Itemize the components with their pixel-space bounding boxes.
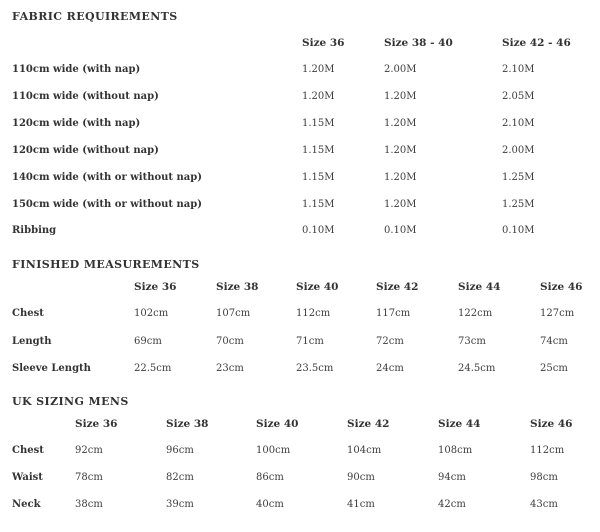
table-cell: 82cm [166,472,194,483]
table-cell: 39cm [166,499,194,510]
row-label: Chest [12,308,44,319]
column-header: Size 42 [376,281,419,293]
table-cell: 112cm [530,445,565,456]
row-label: 110cm wide (with nap) [12,64,141,75]
column-header: Size 46 [540,281,583,293]
table-cell: 38cm [75,499,103,510]
table-cell: 1.20M [384,118,417,129]
uk-sizing-title: UK SIZING MENS [12,395,129,408]
table-cell: 1.20M [384,91,417,102]
column-header: Size 44 [438,418,481,430]
row-label: Waist [12,472,43,483]
column-header: Size 38 [216,281,259,293]
column-header: Size 38 - 40 [384,37,453,49]
table-cell: 24.5cm [458,363,496,374]
table-cell: 1.15M [302,199,335,210]
column-header: Size 42 - 46 [502,37,571,49]
table-cell: 0.10M [502,225,535,236]
table-cell: 24cm [376,363,404,374]
table-cell: 2.10M [502,118,535,129]
row-label: 120cm wide (with nap) [12,118,141,129]
row-label: Neck [12,499,41,510]
row-label: 120cm wide (without nap) [12,145,159,156]
row-label: 110cm wide (without nap) [12,91,159,102]
table-cell: 100cm [256,445,291,456]
column-header: Size 36 [75,418,118,430]
table-cell: 1.20M [384,145,417,156]
table-cell: 1.25M [502,199,535,210]
table-cell: 1.20M [384,172,417,183]
row-label: Ribbing [12,225,57,236]
column-header: Size 42 [347,418,390,430]
table-cell: 25cm [540,363,568,374]
table-cell: 74cm [540,336,568,347]
table-cell: 78cm [75,472,103,483]
table-cell: 107cm [216,308,251,319]
table-cell: 86cm [256,472,284,483]
table-cell: 22.5cm [134,363,172,374]
table-cell: 1.20M [302,91,335,102]
table-cell: 23.5cm [296,363,334,374]
column-header: Size 46 [530,418,573,430]
table-cell: 1.15M [302,118,335,129]
table-cell: 0.10M [302,225,335,236]
table-cell: 92cm [75,445,103,456]
table-cell: 127cm [540,308,575,319]
table-cell: 102cm [134,308,169,319]
table-cell: 43cm [530,499,558,510]
table-cell: 94cm [438,472,466,483]
table-cell: 0.10M [384,225,417,236]
table-cell: 2.10M [502,64,535,75]
finished-measurements-title: FINISHED MEASUREMENTS [12,258,200,271]
table-cell: 41cm [347,499,375,510]
table-cell: 1.20M [302,64,335,75]
table-cell: 2.00M [384,64,417,75]
table-cell: 1.15M [302,172,335,183]
table-cell: 2.00M [502,145,535,156]
table-cell: 122cm [458,308,493,319]
table-cell: 112cm [296,308,331,319]
table-cell: 1.20M [384,199,417,210]
table-cell: 70cm [216,336,244,347]
table-cell: 1.25M [502,172,535,183]
table-cell: 104cm [347,445,382,456]
column-header: Size 44 [458,281,501,293]
table-cell: 73cm [458,336,486,347]
column-header: Size 36 [134,281,177,293]
table-cell: 40cm [256,499,284,510]
column-header: Size 40 [256,418,299,430]
column-header: Size 36 [302,37,345,49]
table-cell: 96cm [166,445,194,456]
table-cell: 90cm [347,472,375,483]
fabric-requirements-title: FABRIC REQUIREMENTS [12,10,178,23]
table-cell: 72cm [376,336,404,347]
column-header: Size 40 [296,281,339,293]
table-cell: 108cm [438,445,473,456]
row-label: Chest [12,445,44,456]
table-cell: 98cm [530,472,558,483]
row-label: 150cm wide (with or without nap) [12,199,203,210]
row-label: Sleeve Length [12,363,91,374]
table-cell: 1.15M [302,145,335,156]
row-label: 140cm wide (with or without nap) [12,172,203,183]
table-cell: 42cm [438,499,466,510]
row-label: Length [12,336,52,347]
table-cell: 2.05M [502,91,535,102]
table-cell: 23cm [216,363,244,374]
table-cell: 71cm [296,336,324,347]
table-cell: 117cm [376,308,411,319]
column-header: Size 38 [166,418,209,430]
table-cell: 69cm [134,336,162,347]
